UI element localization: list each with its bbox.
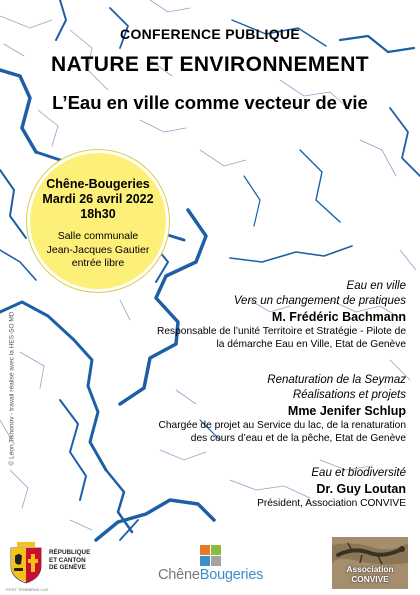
talk-speaker: Mme Jenifer Schlup (287, 404, 406, 418)
talk-topic: Eau en ville (346, 280, 406, 292)
talk-3 (106, 466, 406, 510)
badge-date: Mardi 26 avril 2022 (42, 192, 154, 206)
talk-topic: Vers un changement de pratiques (233, 295, 406, 307)
badge-place: Chêne-Bougeries (46, 177, 150, 191)
talk-speaker: Dr. Guy Loutan (316, 482, 406, 496)
talk-speaker-role: Chargée de projet au Service du lac, de la renaturation (158, 420, 406, 431)
badge-time: 18h30 (80, 207, 116, 221)
talk-topic: Renaturation de la Seymaz (267, 374, 406, 386)
talk-2 (106, 373, 406, 445)
event-subtitle: L’Eau en ville comme vecteur de vie (52, 92, 368, 113)
talk-topic: Réalisations et projets (292, 389, 406, 401)
event-kicker: CONFERENCE PUBLIQUE (120, 26, 300, 42)
badge-entry: entrée libre (71, 257, 125, 269)
geneva-motto: POST TENEBRAS LUX (6, 587, 49, 592)
chene-bougeries-logo-icon (190, 545, 232, 567)
talk-speaker: M. Frédéric Bachmann (271, 310, 406, 324)
talk-speaker-role: Président, Association CONVIVE (257, 498, 406, 509)
talk-speaker-role: la démarche Eau en Ville, Etat de Genève (216, 339, 406, 350)
image-credit: © Léon Tikhonov - travail réalisé avec la HES-SO MD (8, 311, 16, 466)
talk-1 (106, 279, 406, 351)
event-title: NATURE ET ENVIRONNEMENT (51, 53, 369, 76)
badge-venue-line2: Jean-Jacques Gautier (46, 243, 150, 256)
commune-wordmark: ChêneBougeries (158, 567, 264, 583)
badge-venue-line1: Salle communale (57, 230, 139, 242)
event-info-badge (27, 150, 169, 292)
talk-speaker-role: Responsable de l’unité Territoire et Stratégie - Pilote de (157, 326, 406, 337)
geneva-coat-of-arms-icon (7, 542, 45, 584)
association-convive-logo: Association CONVIVE (332, 537, 408, 589)
geneva-wordmark: RÉPUBLIQUE ET CANTON DE GENÈVE (49, 549, 91, 571)
talk-topic: Eau et biodiversité (311, 467, 406, 479)
talk-speaker-role: des cours d’eau et de la pêche, Etat de Genève (190, 433, 406, 444)
